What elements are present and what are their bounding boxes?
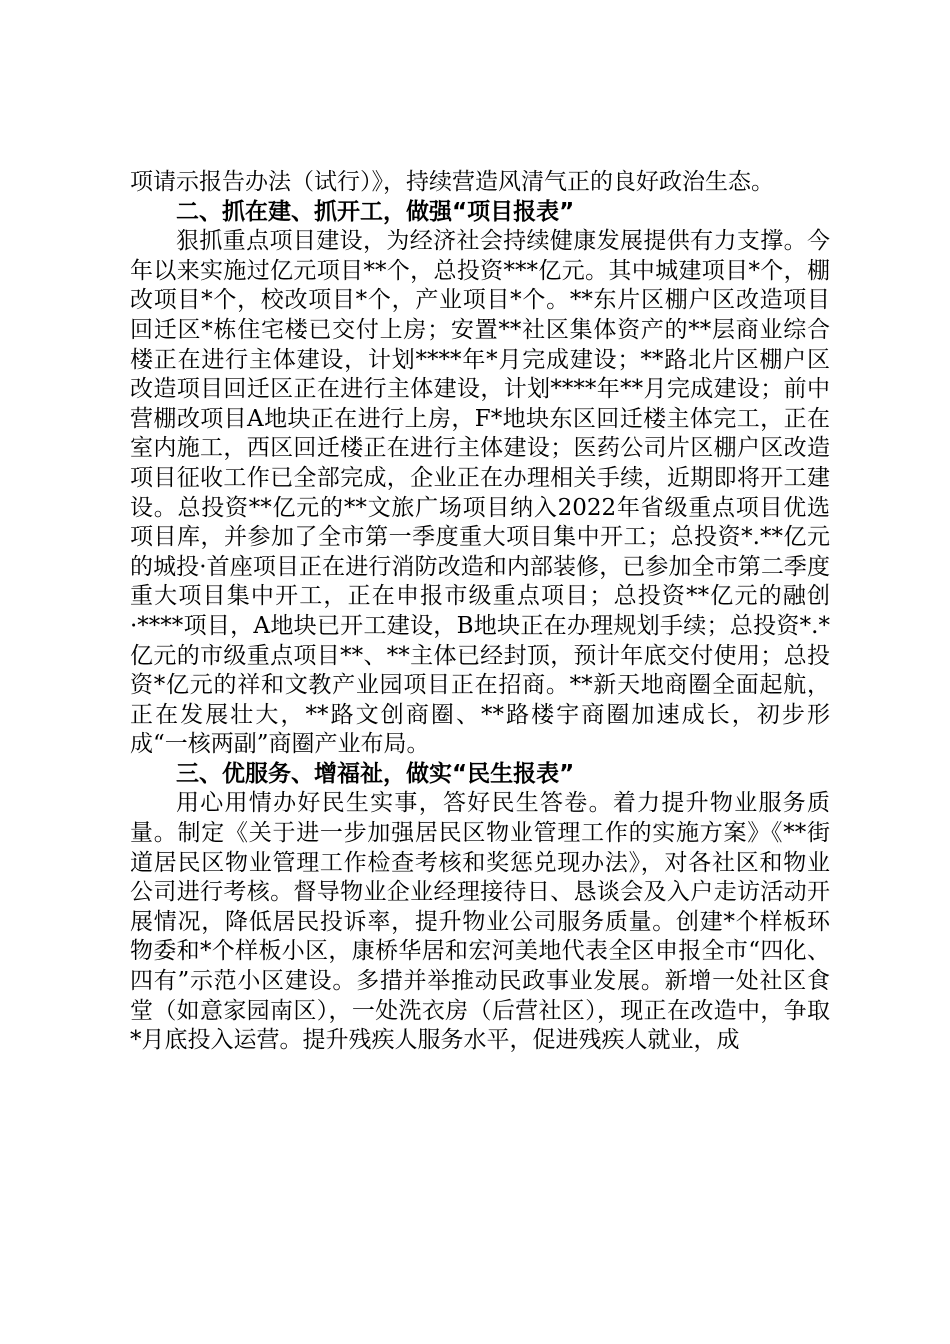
document-body bbox=[130, 168, 830, 1056]
section-heading-3: 三、优服务、增福祉，做实“民生报表” bbox=[176, 760, 575, 787]
section-heading-2: 二、抓在建、抓开工，做强“项目报表” bbox=[176, 198, 575, 225]
continued-paragraph: 项请示报告办法（试行）》，持续营造风清气正的良好政治生态。 bbox=[130, 169, 774, 195]
section-paragraph-3: 用心用情办好民生实事，答好民生答卷。着力提升物业服务质量。制定《关于进一步加强居民区物业管理工作的实施方案》《**街道居民区物业管理工作检查考核和奖惩兑现办法》，对各社区和物业公司进行考核。督导物业企业经理接待日、恳谈会及入户走访活动开展情况，降低居民投诉率，提升物业公司服务质量。创建*个样板环物委和*个样板小区，康桥华居和宏河美地代表全区申报全市“四化、四有”示范小区建设。多措并举推动民政事业发展。新增一处社区食堂（如意家园南区），一处洗衣房（后营社区），现正在改造中，争取*月底投入运营。提升残疾人服务水平，促进残疾人就业，成 bbox=[130, 790, 830, 1054]
section-paragraph-2: 狠抓重点项目建设，为经济社会持续健康发展提供有力支撑。今年以来实施过亿元项目**个，总投资***亿元。其中城建项目*个，棚改项目*个，校改项目*个，产业项目*个。**东片区棚户区改造项目回迁区*栋住宅楼已交付上房；安置**社区集体资产的**层商业综合楼正在进行主体建设，计划****年*月完成建设；**路北片区棚户区改造项目回迁区正在进行主体建设，计划****年**月完成建设；前中营棚改项目A地块正在进行上房，F*地块东区回迁楼主体完工，正在室内施工，西区回迁楼正在进行主体建设；医药公司片区棚户区改造项目征收工作已全部完成，企业正在办理相关手续，近期即将开工建设。总投资**亿元的**文旅广场项目纳入2022年省级重点项目优选项目库，并参加了全市第一季度重大项目集中开工；总投资*.**亿元的城投·首座项目正在进行消防改造和内部装修，已参加全市第二季度重大项目集中开工，正在申报市级重点项目；总投资**亿元的融创·****项目，A地块已开工建设，B地块正在办理规划手续；总投资*.*亿元的市级重点项目**、**主体已经封顶，预计年底交付使用；总投资*亿元的祥和文教产业园项目正在招商。**新天地商圈全面起航，正在发展壮大，**路文创商圈、**路楼宇商圈加速成长，初步形成“一核两副”商圈产业布局。 bbox=[130, 228, 830, 758]
